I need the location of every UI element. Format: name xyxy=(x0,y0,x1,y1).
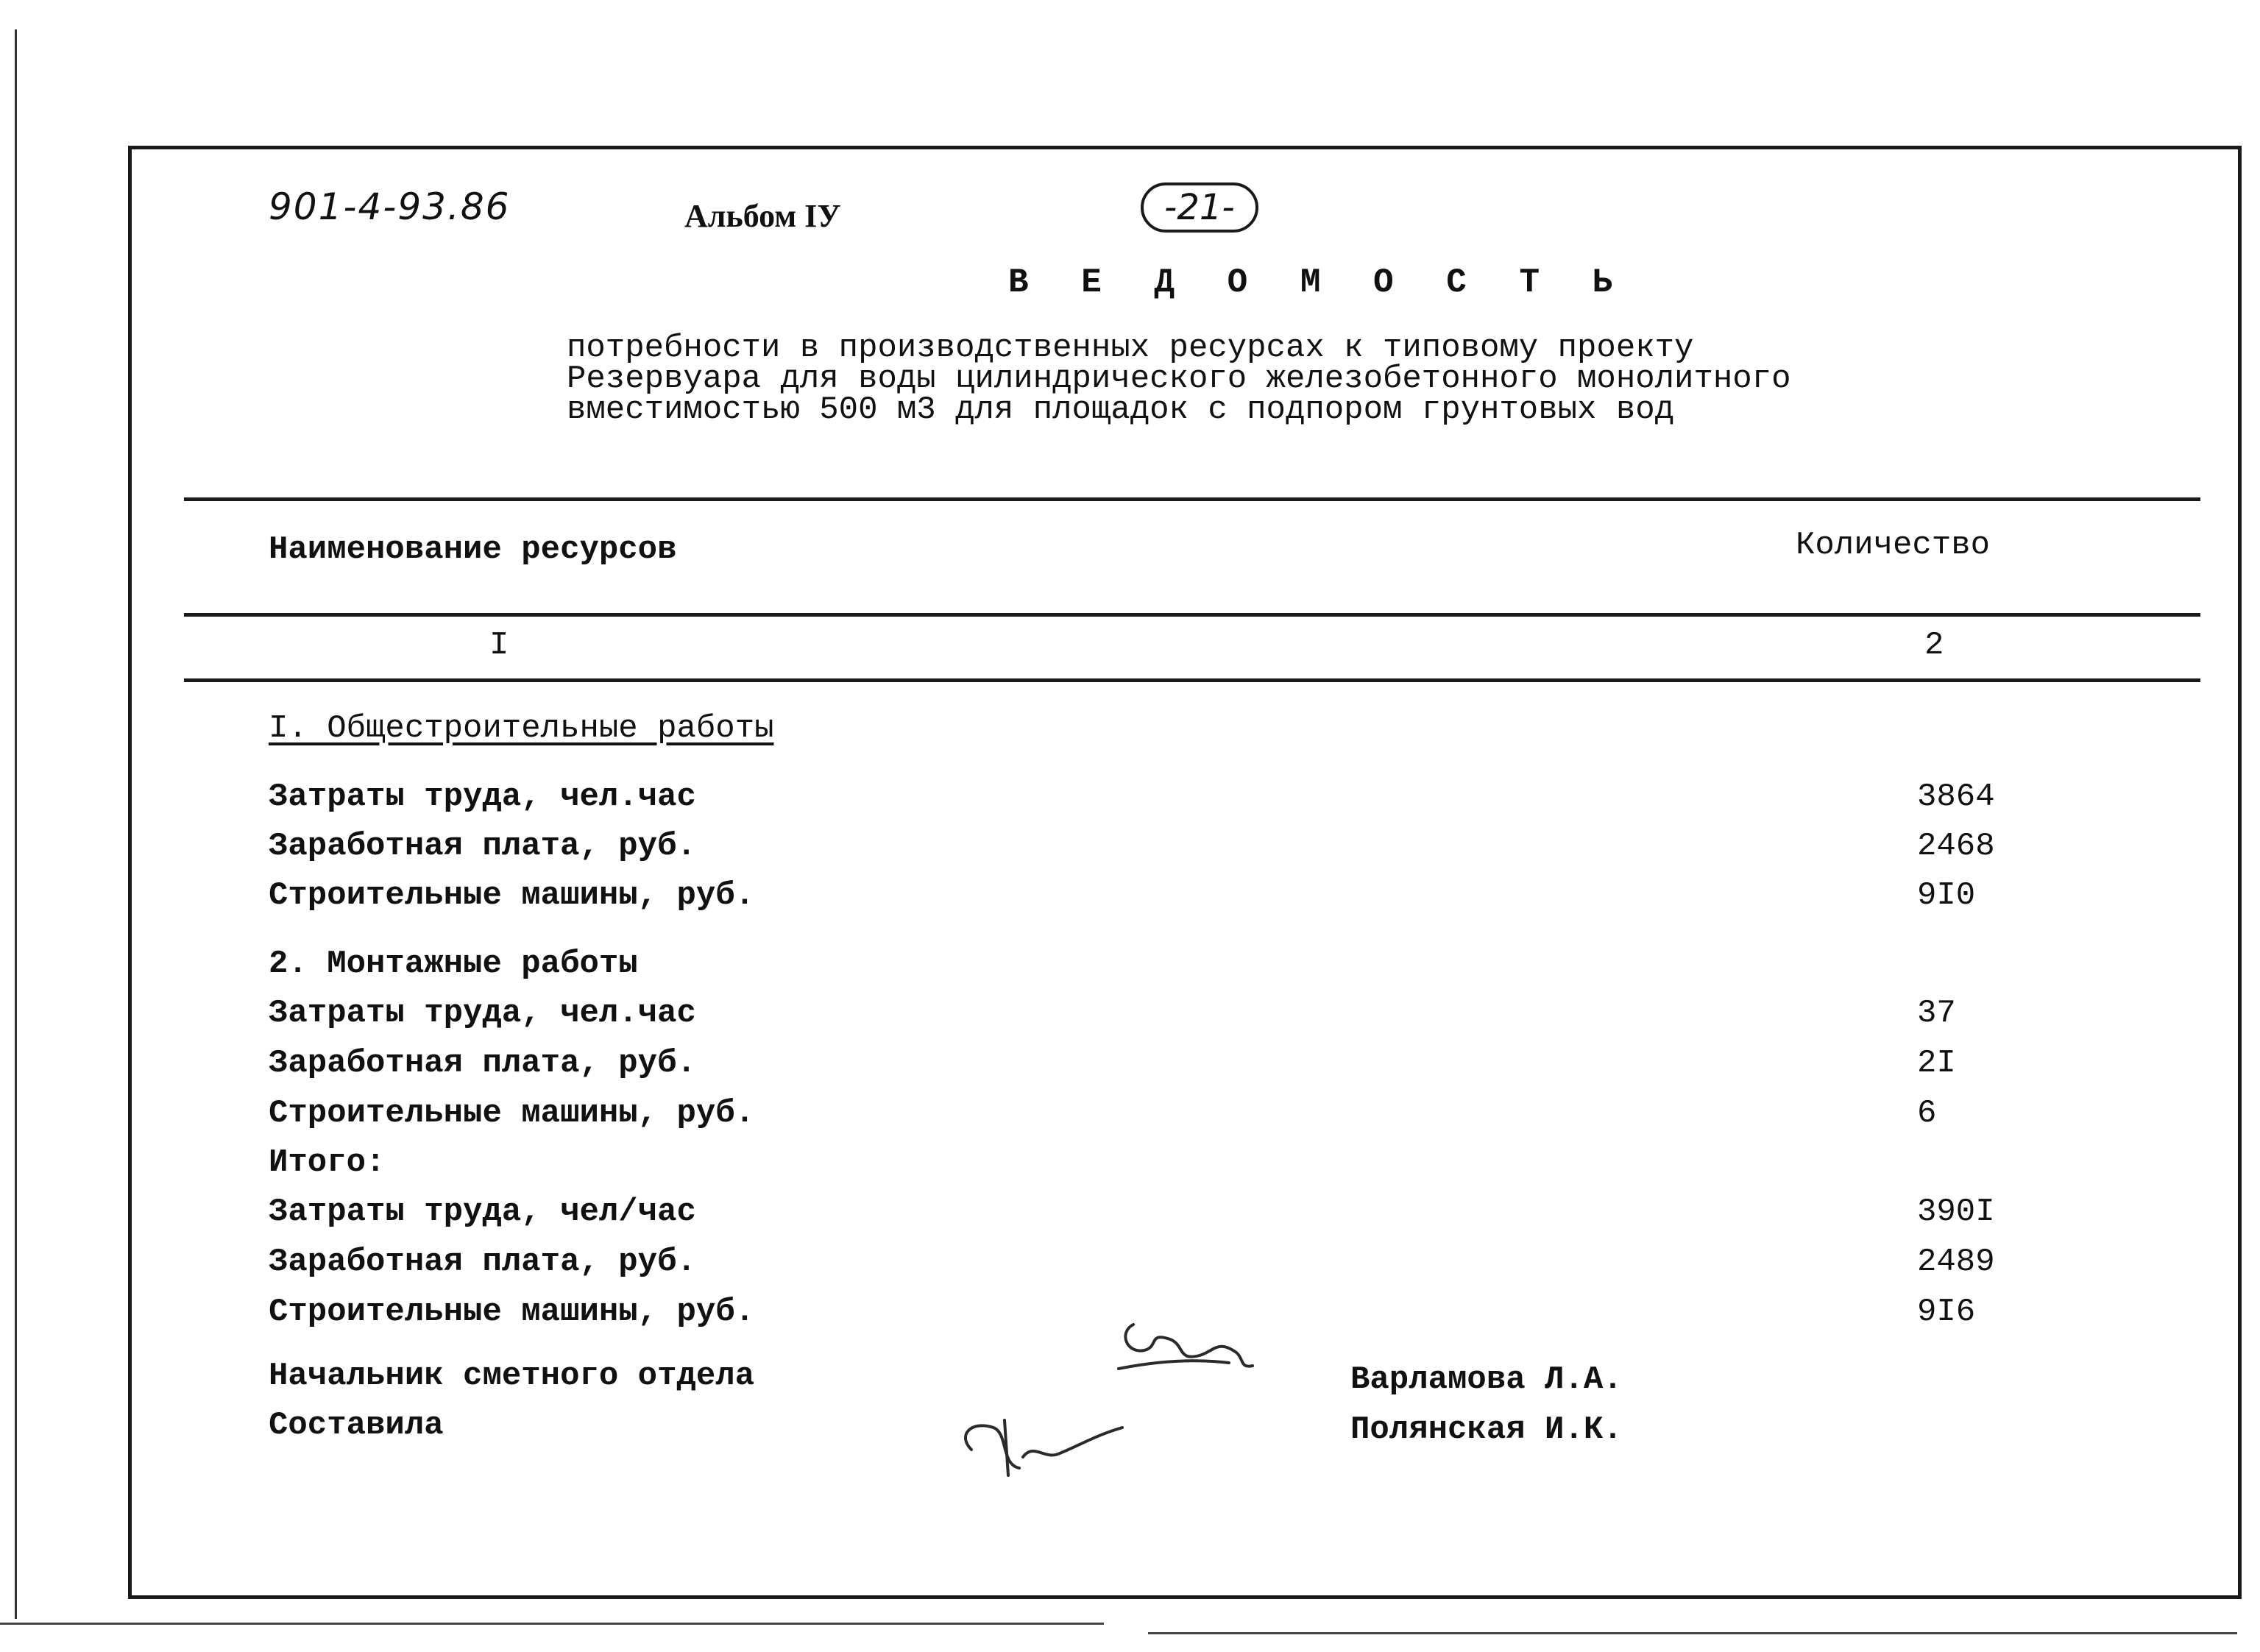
table-row-qty: 6 xyxy=(1917,1095,1937,1132)
scan-edge-line xyxy=(1148,1632,2237,1634)
table-row-qty: 9I6 xyxy=(1917,1294,1976,1330)
table-row-name: Заработная плата, руб. xyxy=(269,1045,696,1082)
document-title: В Е Д О М О С Т Ь xyxy=(1008,263,1629,302)
document-subtitle xyxy=(567,330,1791,428)
scan-edge-line xyxy=(0,1623,1104,1625)
table-row-qty: 2489 xyxy=(1917,1244,1995,1280)
column-number-rule xyxy=(184,678,2200,682)
signature-role: Составила xyxy=(269,1407,444,1444)
column-header-name: Наименование ресурсов xyxy=(269,531,677,568)
scan-left-edge xyxy=(15,29,17,1619)
subtitle-line: потребности в производственных ресурсах к типовому проекту xyxy=(567,330,1694,366)
table-row-qty: 37 xyxy=(1917,995,1956,1032)
table-row-name: Затраты труда, чел/час xyxy=(269,1194,696,1230)
section-title: 2. Монтажные работы xyxy=(269,946,638,982)
table-row-qty: 9I0 xyxy=(1917,877,1976,914)
table-top-rule xyxy=(184,497,2200,501)
document-code: 901-4-93.86 xyxy=(269,185,511,228)
table-row-name: Строительные машины, руб. xyxy=(269,1294,755,1330)
column-number-1: I xyxy=(489,627,509,664)
header-bottom-rule xyxy=(184,613,2200,617)
table-row-name: Строительные машины, руб. xyxy=(269,877,755,914)
subtitle-line: Резервуара для воды цилиндрического железобетонного монолитного xyxy=(567,361,1791,397)
table-row-name: Строительные машины, руб. xyxy=(269,1095,755,1132)
handwritten-signature xyxy=(949,1310,1332,1486)
signature-role: Начальник сметного отдела xyxy=(269,1358,755,1394)
table-row-qty: 2468 xyxy=(1917,828,1995,865)
section-title xyxy=(269,710,774,747)
totals-title: Итого: xyxy=(269,1144,386,1181)
table-row-qty: 2I xyxy=(1917,1045,1956,1082)
section-title-text: I. Общестроительные работы xyxy=(269,710,774,747)
table-row-name: Затраты труда, чел.час xyxy=(269,995,696,1032)
table-row-qty: 3864 xyxy=(1917,779,1995,815)
album-label: Альбом IУ xyxy=(684,198,841,234)
table-row-name: Заработная плата, руб. xyxy=(269,828,696,865)
signature-name: Полянская И.К. xyxy=(1350,1411,1623,1448)
table-row-name: Затраты труда, чел.час xyxy=(269,779,696,815)
page-number: -21- xyxy=(1141,182,1258,233)
column-number-2: 2 xyxy=(1924,627,1944,664)
table-row-qty: 390I xyxy=(1917,1194,1995,1230)
subtitle-line: вместимостью 500 м3 для площадок с подпором грунтовых вод xyxy=(567,391,1675,428)
table-row-name: Заработная плата, руб. xyxy=(269,1244,696,1280)
column-header-quantity: Количество xyxy=(1796,527,1991,564)
signature-name: Варламова Л.А. xyxy=(1350,1361,1623,1398)
